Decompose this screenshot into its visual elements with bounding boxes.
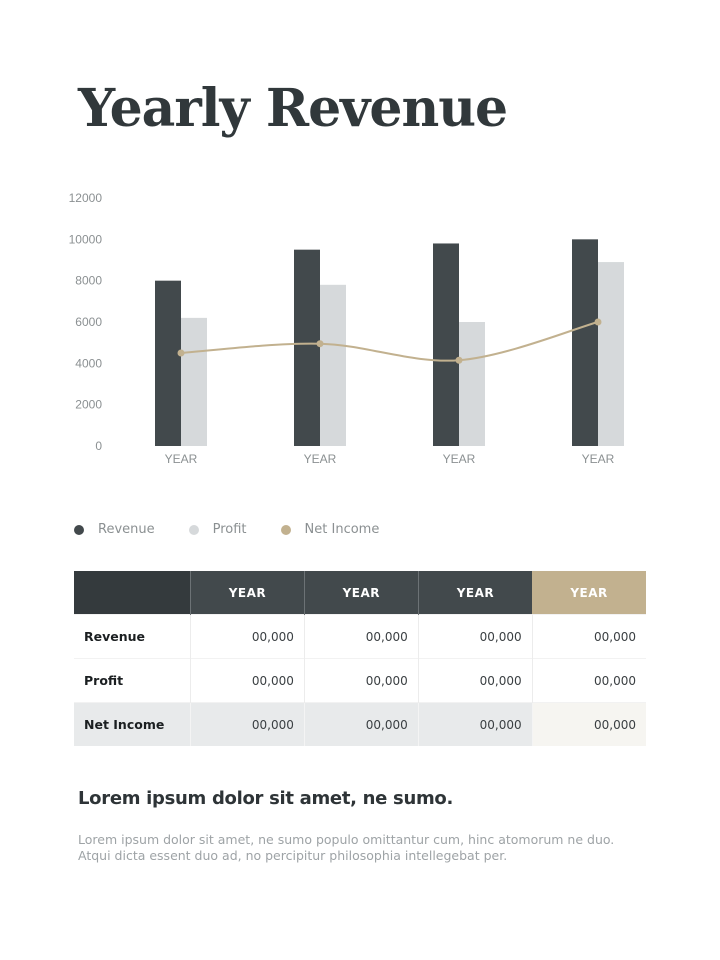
section-heading: Lorem ipsum dolor sit amet, ne sumo. xyxy=(78,788,454,809)
table-cell: 00,000 xyxy=(418,703,532,747)
y-tick-label: 6000 xyxy=(75,315,102,329)
net-income-point xyxy=(178,350,185,357)
net-income-point xyxy=(595,319,602,326)
table-cell: 00,000 xyxy=(418,659,532,703)
bars xyxy=(155,239,624,446)
column-header-highlight: YEAR xyxy=(532,571,646,615)
y-axis xyxy=(69,191,103,453)
table-cell: 00,000 xyxy=(532,703,646,747)
revenue-bar xyxy=(294,250,320,446)
y-tick-label: 0 xyxy=(95,439,102,453)
table-cell: 00,000 xyxy=(191,615,305,659)
legend-item-net-income xyxy=(281,522,380,537)
legend-item-profit xyxy=(189,522,247,537)
profit-bar xyxy=(320,285,346,446)
table-header-row xyxy=(74,571,646,615)
revenue-table xyxy=(74,571,646,746)
table-row xyxy=(74,615,646,659)
net-income-point xyxy=(456,357,463,364)
legend-item-revenue xyxy=(74,522,155,537)
profit-bar xyxy=(181,318,207,446)
row-label: Revenue xyxy=(74,615,191,659)
y-tick-label: 8000 xyxy=(75,273,102,288)
column-header: YEAR xyxy=(418,571,532,615)
revenue-bar xyxy=(433,243,459,446)
row-label: Profit xyxy=(74,659,191,703)
yearly-revenue-chart xyxy=(0,180,720,480)
chart-legend xyxy=(74,522,413,537)
revenue-dot-icon xyxy=(74,525,84,535)
revenue-bar xyxy=(572,239,598,446)
x-tick-label: YEAR xyxy=(581,452,615,466)
y-tick-label: 4000 xyxy=(75,356,102,371)
legend-label: Revenue xyxy=(98,522,155,537)
y-tick-label: 12000 xyxy=(68,191,102,205)
page-title: Yearly Revenue xyxy=(78,78,508,139)
table-cell: 00,000 xyxy=(532,659,646,703)
body-paragraph: Lorem ipsum dolor sit amet, ne sumo populo omittantur cum, hinc atomorum ne duo. Atqui dicta essent duo ad, no percipitur philosophia intellegebat per. xyxy=(78,832,615,863)
net-income-line xyxy=(178,319,602,364)
x-tick-label: YEAR xyxy=(164,452,198,466)
net-income-curve xyxy=(181,322,598,361)
table-corner-cell xyxy=(74,571,191,615)
column-header: YEAR xyxy=(304,571,418,615)
revenue-bar xyxy=(155,281,181,446)
legend-label: Profit xyxy=(212,522,247,537)
table-row xyxy=(74,659,646,703)
net-income-dot-icon xyxy=(281,525,291,535)
profit-bar xyxy=(459,322,485,446)
table-cell: 00,000 xyxy=(532,615,646,659)
table-cell: 00,000 xyxy=(418,615,532,659)
table-cell: 00,000 xyxy=(304,659,418,703)
table-cell: 00,000 xyxy=(191,703,305,747)
y-tick-label: 2000 xyxy=(75,397,102,412)
table-cell: 00,000 xyxy=(191,659,305,703)
table-cell: 00,000 xyxy=(304,615,418,659)
profit-bar xyxy=(598,262,624,446)
x-tick-label: YEAR xyxy=(442,452,476,466)
y-tick-label: 10000 xyxy=(68,232,102,247)
profit-dot-icon xyxy=(189,525,199,535)
x-tick-label: YEAR xyxy=(303,452,337,466)
net-income-point xyxy=(317,340,324,347)
table-cell: 00,000 xyxy=(304,703,418,747)
row-label: Net Income xyxy=(74,703,191,747)
table-row xyxy=(74,703,646,747)
x-axis xyxy=(165,452,615,466)
column-header: YEAR xyxy=(191,571,305,615)
legend-label: Net Income xyxy=(304,522,380,537)
